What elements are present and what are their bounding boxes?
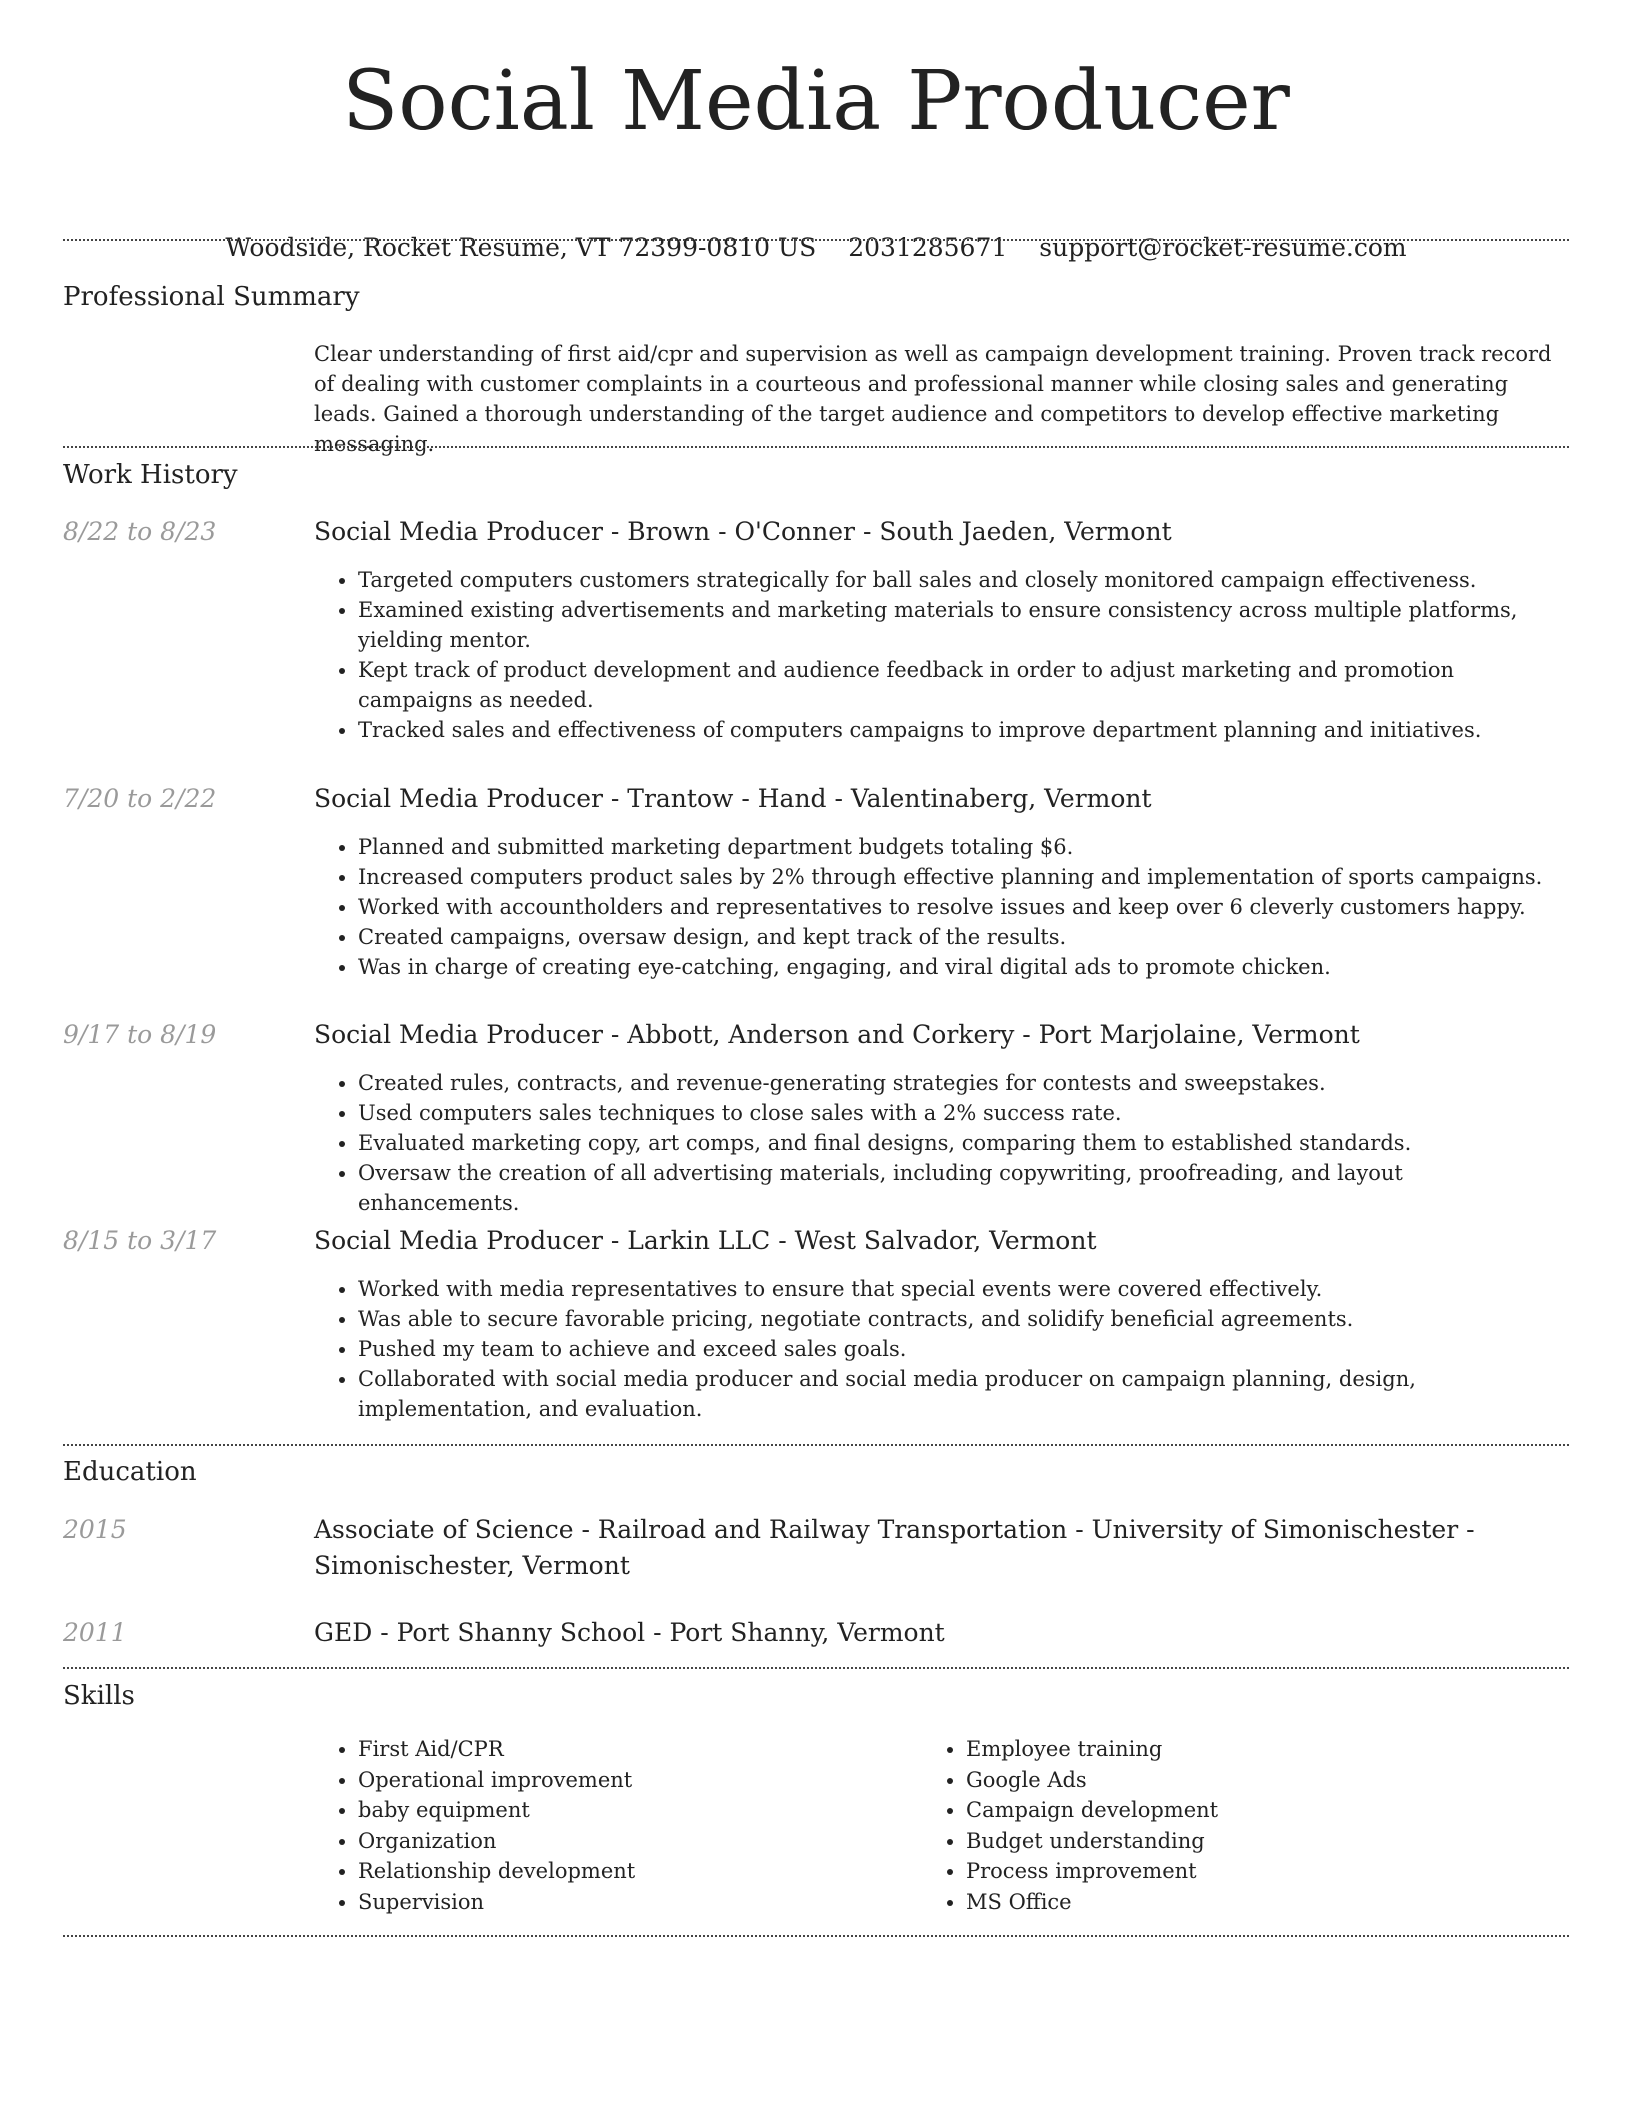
list-item: • Increased computers product sales by 2% through effective planning and implementation of sports campaigns.	[358, 862, 1569, 892]
list-item: • Kept track of product development and audience feedback in order to adjust marketing and promotion campaigns as needed.	[358, 655, 1569, 715]
list-item: • Created campaigns, oversaw design, and kept track of the results.	[358, 922, 1569, 952]
job-dates: 7/20 to 2/22	[63, 784, 217, 813]
job-dates: 8/22 to 8/23	[63, 517, 217, 546]
summary-text: Clear understanding of first aid/cpr and supervision as well as campaign development training. Proven track record of dealing with customer complaints in a courteous and professional manner while closing sales and generating leads. Gained a thorough understanding of the target audience and competitors to develop effective marketing messaging.	[314, 342, 1552, 456]
education-section-title: Education	[63, 1457, 197, 1487]
list-item: • Campaign development	[966, 1795, 1526, 1826]
education-entry	[314, 1615, 1569, 1651]
list-item: • Organization	[358, 1826, 918, 1857]
job-heading: Social Media Producer - Brown - O'Conner - South Jaeden, Vermont	[314, 517, 1172, 546]
list-item: • baby equipment	[358, 1795, 918, 1826]
job-dates: 9/17 to 8/19	[63, 1020, 217, 1049]
work-history-section-title: Work History	[63, 460, 238, 490]
list-item: • Budget understanding	[966, 1826, 1526, 1857]
job-heading: Social Media Producer - Trantow - Hand - Valentinaberg, Vermont	[314, 784, 1152, 813]
list-item: • Was able to secure favorable pricing, negotiate contracts, and solidify beneficial agreements.	[358, 1304, 1569, 1334]
list-item: • Used computers sales techniques to close sales with a 2% success rate.	[358, 1098, 1569, 1128]
job-bullets	[314, 1274, 1569, 1424]
candidate-name: Social Media Producer	[342, 54, 1290, 149]
list-item: • Process improvement	[966, 1856, 1526, 1887]
section-divider	[63, 446, 1569, 448]
list-item: • Collaborated with social media producer and social media producer on campaign planning, design, implementation, and evaluation.	[358, 1364, 1569, 1424]
resume-header	[0, 0, 1632, 152]
list-item: • Employee training	[966, 1734, 1526, 1765]
list-item: • Pushed my team to achieve and exceed sales goals.	[358, 1334, 1569, 1364]
list-item: • Created rules, contracts, and revenue-generating strategies for contests and sweepstakes.	[358, 1068, 1569, 1098]
job-bullets	[314, 832, 1569, 982]
list-item: • Worked with accountholders and representatives to resolve issues and keep over 6 cleverly customers happy.	[358, 892, 1569, 922]
list-item: • Targeted computers customers strategically for ball sales and closely monitored campaign effectiveness.	[358, 565, 1569, 595]
list-item: • Tracked sales and effectiveness of computers campaigns to improve department planning and initiatives.	[358, 715, 1569, 745]
contact-email: support@rocket-resume.com	[1039, 233, 1407, 262]
list-item: • Evaluated marketing copy, art comps, and final designs, comparing them to established standards.	[358, 1128, 1569, 1158]
list-item: • Oversaw the creation of all advertising materials, including copywriting, proofreading, and layout enhancements.	[358, 1158, 1569, 1218]
list-item: • Google Ads	[966, 1765, 1526, 1796]
list-item: • Was in charge of creating eye-catching, engaging, and viral digital ads to promote chicken.	[358, 952, 1569, 982]
list-item: • Supervision	[358, 1887, 918, 1918]
list-item: • Relationship development	[358, 1856, 918, 1887]
education-entry	[314, 1512, 1569, 1584]
contact-address: Woodside, Rocket Resume, VT 72399-0810 US	[225, 233, 817, 262]
list-item: • Operational improvement	[358, 1765, 918, 1796]
section-divider	[63, 239, 1569, 241]
job-heading: Social Media Producer - Larkin LLC - West Salvador, Vermont	[314, 1226, 1097, 1255]
job-heading: Social Media Producer - Abbott, Anderson and Corkery - Port Marjolaine, Vermont	[314, 1020, 1360, 1049]
skills-section-title: Skills	[63, 1681, 135, 1711]
job-dates: 8/15 to 3/17	[63, 1226, 217, 1255]
section-divider	[63, 1667, 1569, 1669]
list-item: • Worked with media representatives to ensure that special events were covered effectively.	[358, 1274, 1569, 1304]
education-details: - Railroad and Railway Transportation - University of Simonischester - Simonischester, Vermont	[314, 1515, 1475, 1580]
skills-list-left	[314, 1734, 918, 1917]
skills-list-right	[922, 1734, 1526, 1917]
education-year: 2011	[63, 1618, 127, 1647]
list-item: • Planned and submitted marketing department budgets totaling $6.	[358, 832, 1569, 862]
summary-section-title: Professional Summary	[63, 282, 360, 312]
contact-phone: 2031285671	[848, 233, 1008, 262]
degree-name: GED	[314, 1618, 373, 1647]
section-divider	[63, 1935, 1569, 1937]
section-divider	[63, 1444, 1569, 1446]
contact-line	[0, 232, 1632, 264]
list-item: • First Aid/CPR	[358, 1734, 918, 1765]
job-bullets	[314, 565, 1569, 745]
degree-name: Associate of Science	[314, 1515, 574, 1544]
education-details: - Port Shanny School - Port Shanny, Vermont	[372, 1618, 945, 1647]
list-item: • Examined existing advertisements and marketing materials to ensure consistency across multiple platforms, yielding mentor.	[358, 595, 1569, 655]
education-year: 2015	[63, 1515, 127, 1544]
list-item: • MS Office	[966, 1887, 1526, 1918]
job-bullets	[314, 1068, 1569, 1218]
